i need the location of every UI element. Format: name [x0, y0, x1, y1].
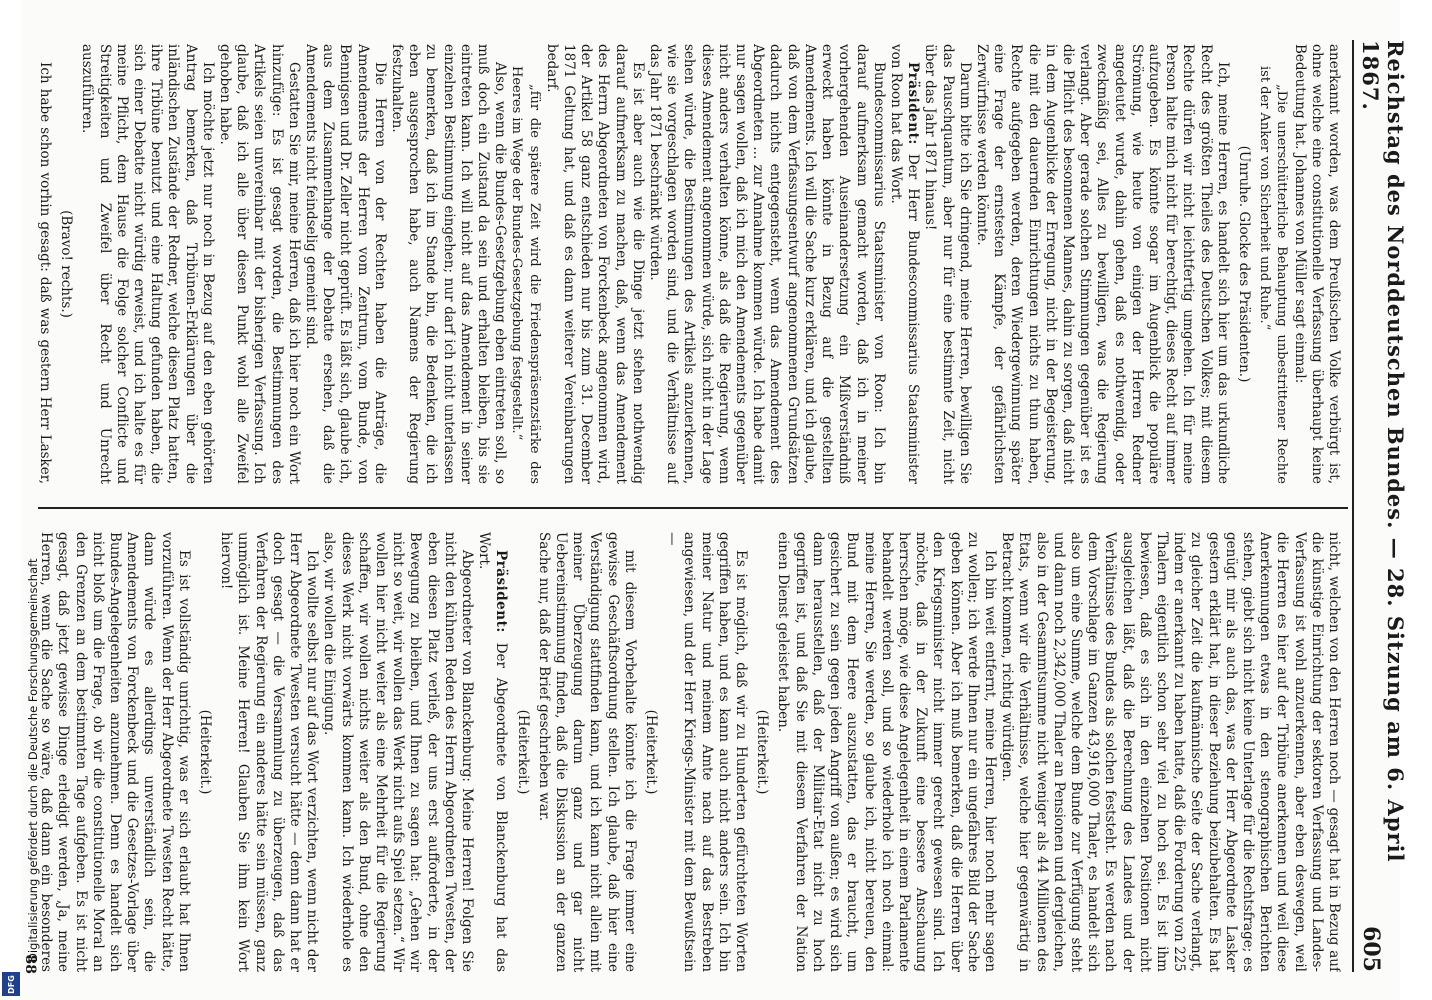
- stage-direction: (Heiterkeit.): [197, 709, 213, 795]
- paragraph: Ich möchte jetzt nur noch in Bezug auf den eben gehörten Antrag bemerken, daß Tribünen-Erklärungen über die inländischen Zustände der Redner, welche diesen Platz hatten, ihre Tribüne benutzt und eine Haltung gefunden haben, die sich einer Debatte nicht würdig erweist, und ich halte es für meine Pflicht, dem Hause die Folge solcher Conflicte und Streitigkeiten und Zweifel über Recht und Unrecht auszuführen.: [79, 44, 216, 484]
- paragraph: Gestatten Sie mir, meine Herren, daß ich hier noch ein Wort hinzufüge: Es ist gesagt worden, die Bestimmungen des Artikels seien unvereinbar mit der bisherigen Verfassung. Ich glaube, daß ich alle über diesen Punkt wohl alle Zweifel gehoben habe.: [217, 44, 302, 484]
- running-header: [1352, 40, 1408, 972]
- paragraph: nicht, welchen von den Herren noch — gesagt hat in Bezug auf die künstige Einrichtung der sektoren Verfassung und Landes-Verfassung ist wohl anzuerkennen, aber eben deswegen, weil die Herren es hier auf der Tribüne anerkennen und weil diese Anerkennungen etwas in den stenographischen Berichten stehen, giebt sich nicht keine Unterlage für die Rechtsfrage; es genügt mir als auch das, was der Herr Abgeordnete Lasker gestern erklärt hat, in dieser Beziehung beizubehalten. Es hat zu gleicher Zeit die kaufmännische Seite der Sache verlangt, indem er anerkannt zu haben hatte, daß die Forderung von 225 Thalern eigentlich schon sehr viel zu hoch sei. Es ist ihm bewiesen, daß es sich in den einzelnen Positionen nicht ausgleichen läßt, daß die Berechnung des Landes und der Verhältnisse des Bundes als solchen feststeht. Es werden nach dem Vorschlage im Ganzen 43,916,000 Thaler, es handelt sich also um eine Summe, welche dem Bunde zur Verfügung steht und dann noch 2,342,000 Thaler an Pensionen und dergleichen, also in der Gesammtsumme nicht weniger als 44 Millionen des Etats, wenn wir die Verhältnisse, welche hier gegenwärtig in Betracht kommen, richtig würdigen.: [999, 532, 1342, 972]
- paragraph: Die Herren von der Rechten haben die Anträge, die Amendements der Herren vom Zentrum, vom Bunde, von Bennigsen und Dr. Zeller nicht geprüft. Es läßt sich, glaube ich, aus dem Zusammenhange der Debatte ersehen, daß die Amendements nicht feindselig gemeint sind.: [303, 44, 388, 484]
- paragraph: Es ist aber auch wie die Dinge jetzt stehen nothwendig darauf aufmerksam zu machen, daß, wenn das Amendement des Herrn Abgeordneten von Forckenbeck angenommen wird, der Artikel 58 ganz entschieden nur bis zum 31. December 1871 Geltung hat, und daß es dann weiterer Vereinbarungen bedarf.: [543, 44, 646, 484]
- page-header-title: Reichstag des Norddeutschen Bundes. — 28. Sitzung am 6. April 1867.: [1358, 40, 1408, 863]
- digitization-credit-text: Digitalisierung gefördert durch die Deutsche Forschungsgemeinschaft: [26, 558, 40, 962]
- paragraph: Ich bin weit entfernt, meine Herren, hier noch mehr sagen zu wollen; ich werde Ihnen nur ein ungefähres Bild der Sache geben können. Aber ich muß bemerken, daß die Herren über den Kriegsminister nicht immer gerecht gewesen sind. Ich möchte, daß in der Zukunft eine bessere Anschauung herrschen möge, wie diese Angelegenheit in einem Parlamente behandelt werden soll, und so wiederhole ich noch einmal: meine Herren, Sie werden, so glaube ich, nicht bereuen, den Bund mit dem Heere auszustatten, das er braucht, um gesichert zu sein gegen jeden Angriff von außen; es wird sich dann herausstellen, daß der Militair-Etat nicht zu hoch gegriffen ist, und daß Sie mit diesem Verfahren der Nation einen Dienst geleistet haben.: [775, 532, 998, 972]
- stage-direction: (Heiterkeit.): [514, 709, 531, 795]
- paragraph: Bundescommissarius Staatsminister von Roon: Ich bin darauf aufmerksam gemacht worden, daß ich in meiner vorhergehenden Auseinandersetzung ein Mißverständniß erweckt haben könnte in Bezug auf die gestellten Amendements. Ich will die Sache kurz erklären, und ich glaube, daß von dem Verfassungsentwurf angenommenen Grundsätzen dadurch nichts entgegensteht, wenn das Amendement des Abgeordneten ... zur Annahme kommen würde. Ich habe damit nur sagen wollen, daß ich mich den Amendements gegenüber nicht anders verhalten könne, als daß die Regierung, wenn dieses Amendement angenommen würde, sich nicht in der Lage sehen würde, die Bestimmungen des Artikels anzuerkennen, wie sie vorgeschlagen worden sind, und die Verhältnisse auf das Jahr 1871 beschränkt würden.: [647, 44, 887, 484]
- dfg-logo-text: DFG: [6, 974, 16, 994]
- stage-direction: (Unruhe. Glocke des Präsidenten.): [1235, 145, 1252, 383]
- paragraph: Also, wenn die Bundes-Gesetzgebung eben eintreten soll, so muß doch ein Zustand da sein und erhalten bleiben, bis sie eintreten kann. Ich will nicht auf das Amendement in seiner einzelnen Bestimmung eingehen; nur darf ich nicht unterlassen zu bemerken, daß ich im Stande bin, die Bedenken, die ich eben ausgesprochen habe, auch Namens der Regierung festzuhalten.: [389, 44, 509, 484]
- paragraph: Darum bitte ich Sie dringend, meine Herren, bewilligen Sie das Pauschquantum, aber nur für eine bestimmte Zeit, nicht über das Jahr 1871 hinaus!: [922, 44, 973, 484]
- right-column: [36, 532, 1342, 972]
- paragraph: Es ist möglich, daß wir zu Hunderten gefürchteten Worten gegriffen haben, und es kann auch nicht anders sein. Ich bin meiner Natur und meinem Amte nach auf das Bestreben angewiesen, und der Herr Kriegs-Minister mit dem Bewußtsein —: [664, 532, 750, 972]
- column-divider: [38, 507, 1348, 509]
- paragraph: Ich wollte selbst nur auf das Wort verzichten, wenn nicht der Herr Abgeordnete Twesten versucht hätte — denn dann hat er doch gesagt — die Versammlung zu überzeugen, daß das Verfahren der Regierung ein anderes hätte sein müssen, ganz unmöglich ist. Meine Herren! Glauben Sie ihm kein Wort hiervon!: [218, 532, 321, 972]
- quotation: „für die spätere Zeit wird die Friedenspräsenzstärke des Heeres im Wege der Bundes-Gesetzgebung festgestellt.“: [509, 66, 542, 484]
- paragraph: anerkannt worden, was dem Preußischen Volke verbürgt ist, ohne welche eine constitutionelle Verfassung überhaupt keine Bedeutung hat. Johannes von Müller sagt einmal:: [1291, 44, 1342, 484]
- paragraph: Der Herr Bundescommissarius Staatsminister von Roon hat das Wort.: [887, 44, 922, 484]
- paragraph: Ich, meine Herren, es handelt sich hier um das urkundliche Recht des größten Theiles des Deutschen Volkes; mit diesem Rechte dürfen wir nicht leichtfertig umgehen. Ich für meine Person halte mich nicht für berechtigt, dieses Recht auf immer aufzugeben. Es könnte sogar im Augenblick die populäre Strömung, wie heute von einigen der Herren Redner angedeutet wurde, dahin gehen, daß es nothwendig, oder zweckmäßig sei, Alles zu bewilligen, was die Regierung verlangt. Aber gerade solchen Stimmungen gegenüber ist es die Pflicht des besonnenen Mannes, dahin zu sorgen, daß nicht in dem Augenblicke der Erregung, nicht in der Begeisterung, die mit den dauernden Einrichtungen nichts zu thun haben, Rechte aufgegeben werden, deren Wiedergewinnung später eine Frage der ernstesten Kämpfe, der gefährlichsten Zerwürfnisse werden könnte.: [973, 44, 1231, 484]
- speaker-label: Präsident:: [493, 550, 510, 633]
- page-number: 605: [1358, 926, 1384, 972]
- sheet-number: 88: [22, 954, 38, 974]
- paragraph: mit diesem Vorbehalte könnte ich die Frage immer eine gewisse Geschäftsordnung stellen. Ich glaube, daß hier eine Verständigung stattfinden kann, und ich kann nicht allein mit meiner Überzeugung darum ganz und gar nicht Uebereinstimmung finden, daß die Diskussion an der ganzen Sache nur, daß der Brief geschrieben war.: [535, 532, 638, 972]
- paragraph: Abgeordneter von Blanckenburg: Meine Herren! Folgen Sie nicht den kühnen Reden des Herrn Abgeordneten Twesten, der eben diesen Platz verließ, der uns erst aufforderte, in der Bewegung zu bleiben, und Ihnen zu sagen hat: „Gehen wir nicht so weit, wir wollen das Werk nicht aufs Spiel setzen.“ Wir wollen hier nicht weiter als eine Mehrheit für die Regierung schaffen, wir wollen nichts weiter als den Bund, ohne den dieses Werk nicht vorwärts kommen kann. Ich wiederhole es also, wir wollen die Einigung.: [321, 532, 476, 972]
- quotation: „Die unerschütterliche Behauptung unbestrittener Rechte ist der Anker von Sicherheit und Ruhe.“: [1257, 66, 1290, 484]
- stage-direction: (Heiterkeit.): [754, 709, 771, 795]
- dfg-logo-icon: [2, 972, 20, 996]
- paragraph: Es ist vollständig unrichtig, was er sich erlaubt hat Ihnen vorzuführen. Wenn der Herr Abgeordnete Twesten Recht hätte, dann würde es allerdings unverständlich sein, die Amendements von Forckenbeck und die Gesetzes-Vorlage über Bundes-Angelegenheiten anzunehmen. Denn es handelt sich nicht bloß um die Frage, ob wir die constitutionelle Moral an den Grenzen an dem bestimmten Tage aufgeben. Es ist nicht gesagt, daß jetzt gewisse Dinge erledigt werden, ‚Ja, meine Herren, wenn die Sache so wäre, daß dann ein besonderes: [38, 532, 192, 972]
- speaker-label: Präsident:: [905, 62, 922, 145]
- left-column: [36, 44, 1342, 484]
- stage-direction: (Bravo! rechts.): [58, 210, 75, 318]
- paragraph: Ich habe schon vorhin gesagt: daß was gestern Herr Lasker,: [36, 62, 53, 484]
- scanned-page: [16, 0, 1408, 1000]
- paragraph: Der Abgeordnete von Blanckenburg hat das Wort.: [476, 532, 510, 972]
- stage-direction: (Heiterkeit.): [643, 709, 660, 795]
